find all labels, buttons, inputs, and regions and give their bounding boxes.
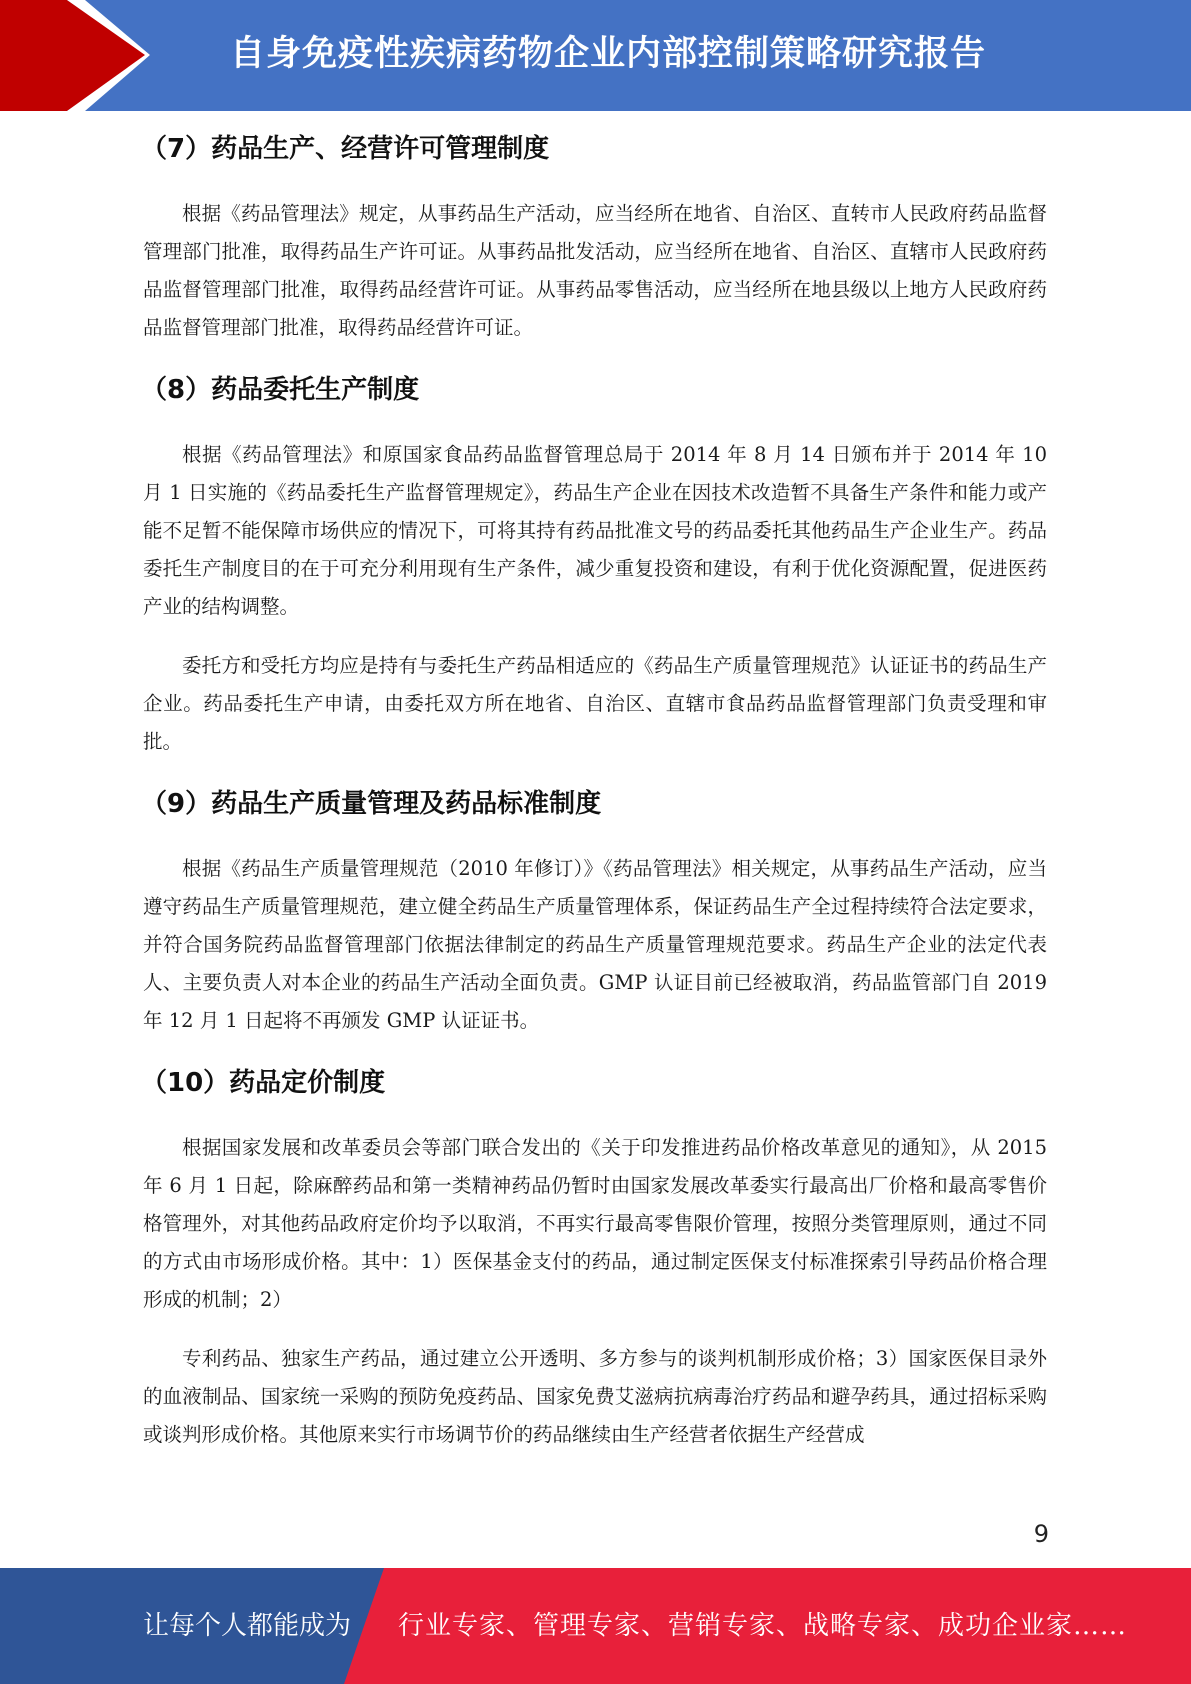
section-8-paragraph-1: 根据《药品管理法》和原国家食品药品监督管理总局于 2014 年 8 月 14 日颁布并于 2014 年 10 月 1 日实施的《药品委托生产监督管理规定》，药品生产企业在因技术改造暂不具备生产条件和能力或产能不足暂不能保障市场供应的情况下，可将其持有药品批准文号的药品委托其他药品生产企业生产。药品委托生产制度目的在于可充分利用现有生产条件，减少重复投资和建设，有利于优化资源配置，促进医药产业的结构调整。	[143, 443, 1047, 618]
page-number: 9	[1033, 1520, 1049, 1548]
section-8-paragraph-2: 委托方和受托方均应是持有与委托生产药品相适应的《药品生产质量管理规范》认证证书的药品生产企业。药品委托生产申请，由委托双方所在地省、自治区、直辖市食品药品监督管理部门负责受理和审批。	[143, 654, 1047, 753]
section-10-paragraph-2: 专利药品、独家生产药品，通过建立公开透明、多方参与的谈判机制形成价格；3）国家医保目录外的血液制品、国家统一采购的预防免疫药品、国家免费艾滋病抗病毒治疗药品和避孕药具，通过招标采购或谈判形成价格。其他原来实行市场调节价的药品继续由生产经营者依据生产经营成	[143, 1347, 1047, 1446]
section-heading-7: （7）药品生产、经营许可管理制度	[141, 134, 550, 164]
section-heading-8: （8）药品委托生产制度	[141, 375, 420, 405]
footer-slogan-right: 行业专家、管理专家、营销专家、战略专家、成功企业家……	[398, 1611, 1128, 1641]
section-heading-9: （9）药品生产质量管理及药品标准制度	[141, 789, 602, 819]
section-9-paragraph-1: 根据《药品生产质量管理规范（2010 年修订）》《药品管理法》相关规定，从事药品生产活动，应当遵守药品生产质量管理规范，建立健全药品生产质量管理体系，保证药品生产全过程持续符合法定要求，并符合国务院药品监督管理部门依据法律制定的药品生产质量管理规范要求。药品生产企业的法定代表人、主要负责人对本企业的药品生产活动全面负责。GMP 认证目前已经被取消，药品监管部门自 2019 年 12 月 1 日起将不再颁发 GMP 认证证书。	[143, 857, 1047, 1032]
section-heading-10: （10）药品定价制度	[141, 1068, 386, 1098]
report-title: 自身免疫性疾病药物企业内部控制策略研究报告	[230, 34, 987, 74]
header-banner	[0, 0, 1191, 111]
section-10-paragraph-1: 根据国家发展和改革委员会等部门联合发出的《关于印发推进药品价格改革意见的通知》，从 2015 年 6 月 1 日起，除麻醉药品和第一类精神药品仍暂时由国家发展改革委实行最高出厂价格和最高零售价格管理外，对其他药品政府定价均予以取消，不再实行最高零售限价管理，按照分类管理原则，通过不同的方式由市场形成价格。其中：1）医保基金支付的药品，通过制定医保支付标准探索引导药品价格合理形成的机制；2）	[143, 1136, 1047, 1311]
footer-banner	[0, 1568, 1191, 1684]
document-body	[143, 128, 1047, 1454]
footer-slogan-left: 让每个人都能成为	[143, 1611, 352, 1641]
section-7-paragraph-1: 根据《药品管理法》规定，从事药品生产活动，应当经所在地省、自治区、直转市人民政府药品监督管理部门批准，取得药品生产许可证。从事药品批发活动，应当经所在地省、自治区、直辖市人民政府药品监督管理部门批准，取得药品经营许可证。从事药品零售活动，应当经所在地县级以上地方人民政府药品监督管理部门批准，取得药品经营许可证。	[143, 202, 1047, 339]
